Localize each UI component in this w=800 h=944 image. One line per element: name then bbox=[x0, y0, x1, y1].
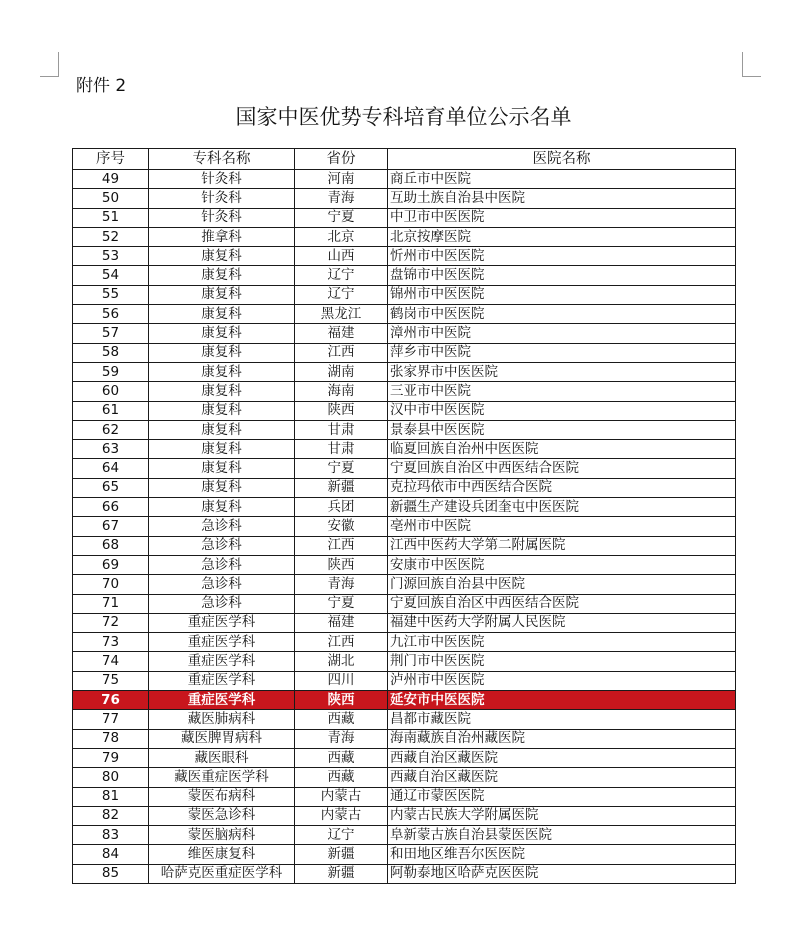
table-row bbox=[73, 498, 736, 517]
cell-province: 江西 bbox=[295, 536, 388, 555]
header-specialty: 专科名称 bbox=[149, 149, 295, 170]
cell-hospital: 宁夏回族自治区中西医结合医院 bbox=[388, 459, 736, 478]
cell-hospital: 景泰县中医医院 bbox=[388, 420, 736, 439]
cell-serial-number: 79 bbox=[73, 748, 149, 767]
cell-hospital: 西藏自治区藏医院 bbox=[388, 748, 736, 767]
cell-specialty: 蒙医布病科 bbox=[149, 787, 295, 806]
cell-serial-number: 82 bbox=[73, 806, 149, 825]
table-row bbox=[73, 826, 736, 845]
header-province: 省份 bbox=[295, 149, 388, 170]
cell-province: 山西 bbox=[295, 247, 388, 266]
cell-hospital: 江西中医药大学第二附属医院 bbox=[388, 536, 736, 555]
cell-hospital: 中卫市中医医院 bbox=[388, 208, 736, 227]
cell-serial-number: 76 bbox=[73, 691, 149, 710]
cell-province: 湖南 bbox=[295, 362, 388, 381]
table-row bbox=[73, 285, 736, 304]
table-row bbox=[73, 227, 736, 246]
cell-specialty: 藏医眼科 bbox=[149, 748, 295, 767]
table-row bbox=[73, 189, 736, 208]
cell-province: 江西 bbox=[295, 633, 388, 652]
cell-serial-number: 80 bbox=[73, 768, 149, 787]
cell-hospital: 张家界市中医医院 bbox=[388, 362, 736, 381]
cell-province: 新疆 bbox=[295, 845, 388, 864]
cell-hospital: 互助土族自治县中医院 bbox=[388, 189, 736, 208]
cell-serial-number: 85 bbox=[73, 864, 149, 883]
cell-serial-number: 83 bbox=[73, 826, 149, 845]
page-corner-mark-right bbox=[742, 52, 761, 77]
table-row bbox=[73, 768, 736, 787]
cell-province: 宁夏 bbox=[295, 459, 388, 478]
cell-serial-number: 61 bbox=[73, 401, 149, 420]
cell-specialty: 急诊科 bbox=[149, 594, 295, 613]
table-row bbox=[73, 536, 736, 555]
cell-specialty: 蒙医急诊科 bbox=[149, 806, 295, 825]
document-title: 国家中医优势专科培育单位公示名单 bbox=[235, 105, 572, 129]
cell-serial-number: 69 bbox=[73, 555, 149, 574]
cell-province: 内蒙古 bbox=[295, 806, 388, 825]
cell-serial-number: 84 bbox=[73, 845, 149, 864]
cell-province: 兵团 bbox=[295, 498, 388, 517]
cell-serial-number: 49 bbox=[73, 170, 149, 189]
cell-specialty: 康复科 bbox=[149, 285, 295, 304]
cell-specialty: 针灸科 bbox=[149, 208, 295, 227]
cell-specialty: 蒙医脑病科 bbox=[149, 826, 295, 845]
table-row-highlighted bbox=[73, 691, 736, 710]
cell-province: 青海 bbox=[295, 189, 388, 208]
cell-province: 甘肃 bbox=[295, 420, 388, 439]
cell-hospital: 宁夏回族自治区中西医结合医院 bbox=[388, 594, 736, 613]
cell-province: 宁夏 bbox=[295, 208, 388, 227]
cell-serial-number: 63 bbox=[73, 440, 149, 459]
cell-hospital: 亳州市中医院 bbox=[388, 517, 736, 536]
cell-specialty: 维医康复科 bbox=[149, 845, 295, 864]
table-row bbox=[73, 575, 736, 594]
cell-specialty: 重症医学科 bbox=[149, 613, 295, 632]
cell-serial-number: 74 bbox=[73, 652, 149, 671]
cell-specialty: 针灸科 bbox=[149, 189, 295, 208]
cell-hospital: 泸州市中医医院 bbox=[388, 671, 736, 690]
cell-serial-number: 55 bbox=[73, 285, 149, 304]
cell-hospital: 海南藏族自治州藏医院 bbox=[388, 729, 736, 748]
cell-hospital: 内蒙古民族大学附属医院 bbox=[388, 806, 736, 825]
table-row bbox=[73, 748, 736, 767]
cell-serial-number: 70 bbox=[73, 575, 149, 594]
cell-specialty: 针灸科 bbox=[149, 170, 295, 189]
cell-serial-number: 58 bbox=[73, 343, 149, 362]
cell-province: 宁夏 bbox=[295, 594, 388, 613]
cell-hospital: 福建中医药大学附属人民医院 bbox=[388, 613, 736, 632]
cell-specialty: 重症医学科 bbox=[149, 671, 295, 690]
table-row bbox=[73, 806, 736, 825]
cell-specialty: 急诊科 bbox=[149, 536, 295, 555]
cell-specialty: 康复科 bbox=[149, 420, 295, 439]
cell-specialty: 急诊科 bbox=[149, 555, 295, 574]
cell-hospital: 汉中市中医医院 bbox=[388, 401, 736, 420]
table-row bbox=[73, 440, 736, 459]
cell-hospital: 漳州市中医院 bbox=[388, 324, 736, 343]
table-row bbox=[73, 729, 736, 748]
table-row bbox=[73, 710, 736, 729]
header-hospital: 医院名称 bbox=[388, 149, 736, 170]
cell-hospital: 和田地区维吾尔医医院 bbox=[388, 845, 736, 864]
header-serial-number: 序号 bbox=[73, 149, 149, 170]
cell-hospital: 阜新蒙古族自治县蒙医医院 bbox=[388, 826, 736, 845]
cell-province: 福建 bbox=[295, 324, 388, 343]
cell-hospital: 通辽市蒙医医院 bbox=[388, 787, 736, 806]
cell-specialty: 康复科 bbox=[149, 343, 295, 362]
cell-serial-number: 64 bbox=[73, 459, 149, 478]
cell-hospital: 昌都市藏医院 bbox=[388, 710, 736, 729]
cell-hospital: 荆门市中医医院 bbox=[388, 652, 736, 671]
cell-serial-number: 72 bbox=[73, 613, 149, 632]
cell-hospital: 门源回族自治县中医院 bbox=[388, 575, 736, 594]
cell-province: 海南 bbox=[295, 382, 388, 401]
cell-specialty: 康复科 bbox=[149, 382, 295, 401]
cell-province: 安徽 bbox=[295, 517, 388, 536]
table-row bbox=[73, 671, 736, 690]
table-row bbox=[73, 324, 736, 343]
cell-serial-number: 65 bbox=[73, 478, 149, 497]
cell-specialty: 哈萨克医重症医学科 bbox=[149, 864, 295, 883]
cell-province: 湖北 bbox=[295, 652, 388, 671]
table-row bbox=[73, 382, 736, 401]
cell-hospital: 西藏自治区藏医院 bbox=[388, 768, 736, 787]
table-row bbox=[73, 208, 736, 227]
cell-serial-number: 57 bbox=[73, 324, 149, 343]
cell-specialty: 推拿科 bbox=[149, 227, 295, 246]
cell-specialty: 康复科 bbox=[149, 305, 295, 324]
cell-specialty: 重症医学科 bbox=[149, 633, 295, 652]
cell-province: 辽宁 bbox=[295, 285, 388, 304]
table-row bbox=[73, 170, 736, 189]
cell-specialty: 康复科 bbox=[149, 401, 295, 420]
cell-province: 河南 bbox=[295, 170, 388, 189]
table-header-row bbox=[73, 149, 736, 170]
cell-hospital: 锦州市中医医院 bbox=[388, 285, 736, 304]
table-row bbox=[73, 478, 736, 497]
cell-specialty: 藏医肺病科 bbox=[149, 710, 295, 729]
cell-hospital: 延安市中医医院 bbox=[388, 691, 736, 710]
cell-serial-number: 68 bbox=[73, 536, 149, 555]
cell-serial-number: 73 bbox=[73, 633, 149, 652]
cell-province: 四川 bbox=[295, 671, 388, 690]
cell-hospital: 安康市中医医院 bbox=[388, 555, 736, 574]
cell-hospital: 商丘市中医院 bbox=[388, 170, 736, 189]
cell-specialty: 康复科 bbox=[149, 266, 295, 285]
cell-province: 陕西 bbox=[295, 401, 388, 420]
table-row bbox=[73, 633, 736, 652]
cell-specialty: 重症医学科 bbox=[149, 652, 295, 671]
cell-hospital: 临夏回族自治州中医医院 bbox=[388, 440, 736, 459]
cell-specialty: 急诊科 bbox=[149, 517, 295, 536]
cell-hospital: 鹤岗市中医医院 bbox=[388, 305, 736, 324]
cell-serial-number: 81 bbox=[73, 787, 149, 806]
cell-serial-number: 77 bbox=[73, 710, 149, 729]
cell-province: 甘肃 bbox=[295, 440, 388, 459]
cell-specialty: 康复科 bbox=[149, 440, 295, 459]
cell-serial-number: 50 bbox=[73, 189, 149, 208]
cell-province: 西藏 bbox=[295, 768, 388, 787]
table-row bbox=[73, 517, 736, 536]
cell-serial-number: 67 bbox=[73, 517, 149, 536]
cell-hospital: 阿勒泰地区哈萨克医医院 bbox=[388, 864, 736, 883]
table-row bbox=[73, 594, 736, 613]
cell-province: 辽宁 bbox=[295, 266, 388, 285]
cell-specialty: 康复科 bbox=[149, 478, 295, 497]
cell-province: 黑龙江 bbox=[295, 305, 388, 324]
cell-hospital: 九江市中医医院 bbox=[388, 633, 736, 652]
cell-specialty: 急诊科 bbox=[149, 575, 295, 594]
cell-province: 青海 bbox=[295, 575, 388, 594]
cell-province: 福建 bbox=[295, 613, 388, 632]
cell-serial-number: 62 bbox=[73, 420, 149, 439]
cell-specialty: 康复科 bbox=[149, 459, 295, 478]
table-row bbox=[73, 459, 736, 478]
cell-hospital: 北京按摩医院 bbox=[388, 227, 736, 246]
cell-province: 内蒙古 bbox=[295, 787, 388, 806]
cell-serial-number: 75 bbox=[73, 671, 149, 690]
table-row bbox=[73, 266, 736, 285]
table-row bbox=[73, 787, 736, 806]
cell-hospital: 三亚市中医院 bbox=[388, 382, 736, 401]
cell-province: 陕西 bbox=[295, 555, 388, 574]
cell-specialty: 康复科 bbox=[149, 324, 295, 343]
table-row bbox=[73, 864, 736, 883]
cell-serial-number: 54 bbox=[73, 266, 149, 285]
cell-hospital: 忻州市中医医院 bbox=[388, 247, 736, 266]
cell-province: 陕西 bbox=[295, 691, 388, 710]
cell-province: 新疆 bbox=[295, 864, 388, 883]
cell-province: 青海 bbox=[295, 729, 388, 748]
cell-hospital: 克拉玛依市中西医结合医院 bbox=[388, 478, 736, 497]
hospital-list-table bbox=[72, 148, 736, 884]
table-row bbox=[73, 343, 736, 362]
cell-specialty: 康复科 bbox=[149, 362, 295, 381]
cell-specialty: 重症医学科 bbox=[149, 691, 295, 710]
cell-hospital: 萍乡市中医院 bbox=[388, 343, 736, 362]
table-row bbox=[73, 305, 736, 324]
cell-province: 西藏 bbox=[295, 748, 388, 767]
cell-hospital: 新疆生产建设兵团奎屯中医医院 bbox=[388, 498, 736, 517]
cell-province: 江西 bbox=[295, 343, 388, 362]
cell-specialty: 藏医重症医学科 bbox=[149, 768, 295, 787]
page-corner-mark-left bbox=[40, 52, 59, 77]
table-row bbox=[73, 420, 736, 439]
cell-specialty: 康复科 bbox=[149, 247, 295, 266]
table-row bbox=[73, 401, 736, 420]
table-body bbox=[73, 170, 736, 884]
cell-hospital: 盘锦市中医医院 bbox=[388, 266, 736, 285]
cell-province: 辽宁 bbox=[295, 826, 388, 845]
table-row bbox=[73, 652, 736, 671]
cell-province: 北京 bbox=[295, 227, 388, 246]
table-row bbox=[73, 613, 736, 632]
cell-serial-number: 53 bbox=[73, 247, 149, 266]
table-row bbox=[73, 362, 736, 381]
cell-province: 西藏 bbox=[295, 710, 388, 729]
attachment-label: 附件 2 bbox=[76, 76, 127, 96]
cell-specialty: 康复科 bbox=[149, 498, 295, 517]
cell-serial-number: 78 bbox=[73, 729, 149, 748]
cell-serial-number: 60 bbox=[73, 382, 149, 401]
cell-serial-number: 52 bbox=[73, 227, 149, 246]
cell-serial-number: 66 bbox=[73, 498, 149, 517]
cell-province: 新疆 bbox=[295, 478, 388, 497]
table-row bbox=[73, 845, 736, 864]
cell-serial-number: 59 bbox=[73, 362, 149, 381]
table-row bbox=[73, 247, 736, 266]
cell-serial-number: 51 bbox=[73, 208, 149, 227]
cell-serial-number: 56 bbox=[73, 305, 149, 324]
cell-serial-number: 71 bbox=[73, 594, 149, 613]
table-row bbox=[73, 555, 736, 574]
cell-specialty: 藏医脾胃病科 bbox=[149, 729, 295, 748]
